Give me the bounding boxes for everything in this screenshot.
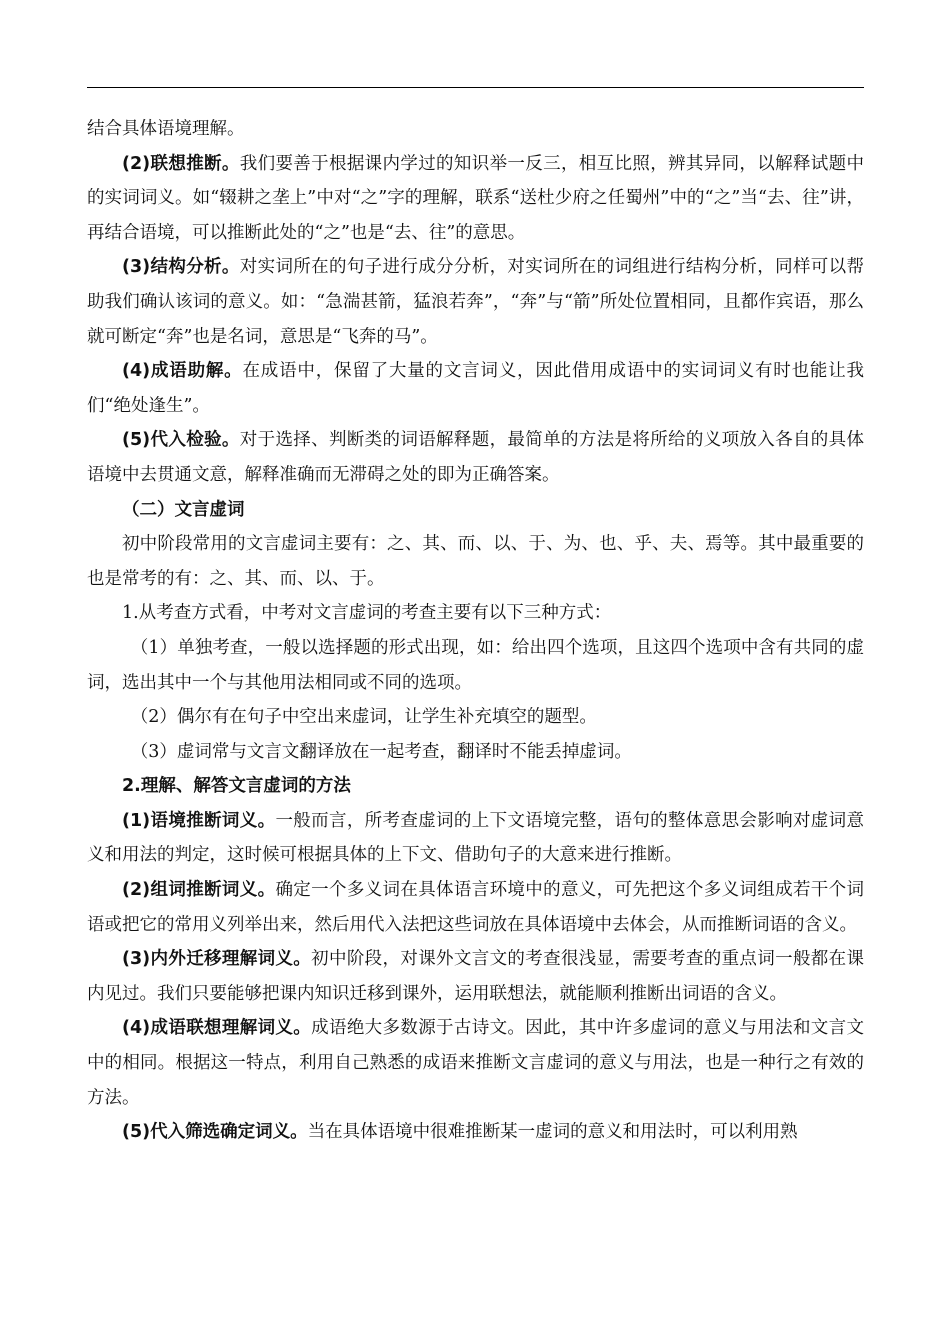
method-text: 我们要善于根据课内学过的知识举一反三，相互比照，辨其异同，以解释试题中的实词词义。如“辍耕之垄上”中对“之”字的理解，联系“送杜少府之任蜀州”中的“之”当“去、往”讲，再结合语境，可以推断此处的“之”也是“去、往”的意思。 — [87, 153, 864, 243]
exam-way-1: （1）单独考查，一般以选择题的形式出现，如：给出四个选项，且这四个选项中含有共同的虚词，选出其中一个与其他用法相同或不同的选项。 — [87, 637, 864, 693]
method-text: 对于选择、判断类的词语解释题，最简单的方法是将所给的义项放入各自的具体语境中去贯通文意，解释准确而无滞碍之处的即为正确答案。 — [87, 430, 864, 485]
method-text: 对实词所在的句子进行成分分析，对实词所在的词组进行结构分析，同样可以帮助我们确认该词的意义。如：“急湍甚箭，猛浪若奔”，“奔”与“箭”所处位置相同，且都作宾语，那么就可断定“奔”也是名词，意思是“飞奔的马”。 — [87, 257, 864, 347]
method-label: (3)结构分析。 — [122, 257, 240, 278]
exam-way-3: （3）虚词常与文言文翻译放在一起考查，翻译时不能丢掉虚词。 — [130, 741, 632, 762]
xuci-method-5 — [87, 1115, 864, 1150]
xuci-method-2 — [87, 873, 864, 942]
xuci-method-1 — [87, 804, 864, 873]
method-text: 成语绝大多数源于古诗文。因此，其中许多虚词的意义与用法和文言文中的相同。根据这一特点，利用自己熟悉的成语来推断文言虚词的意义与用法，也是一种行之有效的方法。 — [87, 1018, 864, 1108]
method-label: (2)组词推断词义。 — [122, 880, 276, 901]
document-body — [87, 112, 864, 1150]
method-text: 初中阶段，对课外文言文的考查很浅显，需要考查的重点词一般都在课内见过。我们只要能够把课内知识迁移到课外，运用联想法，就能顺利推断出词语的含义。 — [87, 949, 864, 1004]
section-heading-xuci: （二）文言虚词 — [122, 499, 245, 520]
methods-heading: 2.理解、解答文言虚词的方法 — [122, 776, 351, 797]
exam-way-2: （2）偶尔有在句子中空出来虚词，让学生补充填空的题型。 — [130, 707, 597, 728]
method-label: (4)成语联想理解词义。 — [122, 1018, 312, 1039]
method-text: 确定一个多义词在具体语言环境中的意义，可先把这个多义词组成若干个词语或把它的常用义列举出来，然后用代入法把这些词放在具体语境中去体会，从而推断词语的含义。 — [87, 880, 864, 935]
method-text: 一般而言，所考查虚词的上下文语境完整，语句的整体意思会影响对虚词意义和用法的判定，这时候可根据具体的上下文、借助句子的大意来进行推断。 — [87, 810, 864, 866]
shici-method-5 — [87, 423, 864, 492]
xuci-method-3 — [87, 942, 864, 1011]
method-text: 当在具体语境中很难推断某一虚词的意义和用法时，可以利用熟 — [307, 1122, 798, 1143]
method-text: 在成语中，保留了大量的文言词义，因此借用成语中的实词词义有时也能让我们“绝处逢生”。 — [87, 361, 864, 416]
shici-method-4 — [87, 354, 864, 423]
shici-method-2 — [87, 147, 864, 251]
method-label: (5)代入筛选确定词义。 — [122, 1122, 308, 1143]
intro-tail-paragraph: 结合具体语境理解。 — [87, 119, 245, 139]
method-label: (2)联想推断。 — [122, 153, 240, 174]
method-label: (3)内外迁移理解词义。 — [122, 949, 312, 970]
xuci-method-4 — [87, 1011, 864, 1115]
shici-method-3 — [87, 250, 864, 354]
exam-ways-title: 1.从考查方式看，中考对文言虚词的考查主要有以下三种方式： — [122, 603, 612, 624]
xuci-intro-paragraph: 初中阶段常用的文言虚词主要有：之、其、而、以、于、为、也、乎、夫、焉等。其中最重要的也是常考的有：之、其、而、以、于。 — [87, 534, 864, 589]
method-label: (5)代入检验。 — [122, 430, 240, 451]
header-rule — [87, 87, 864, 88]
method-label: (4)成语助解。 — [122, 361, 243, 382]
method-label: (1)语境推断词义。 — [122, 810, 276, 831]
